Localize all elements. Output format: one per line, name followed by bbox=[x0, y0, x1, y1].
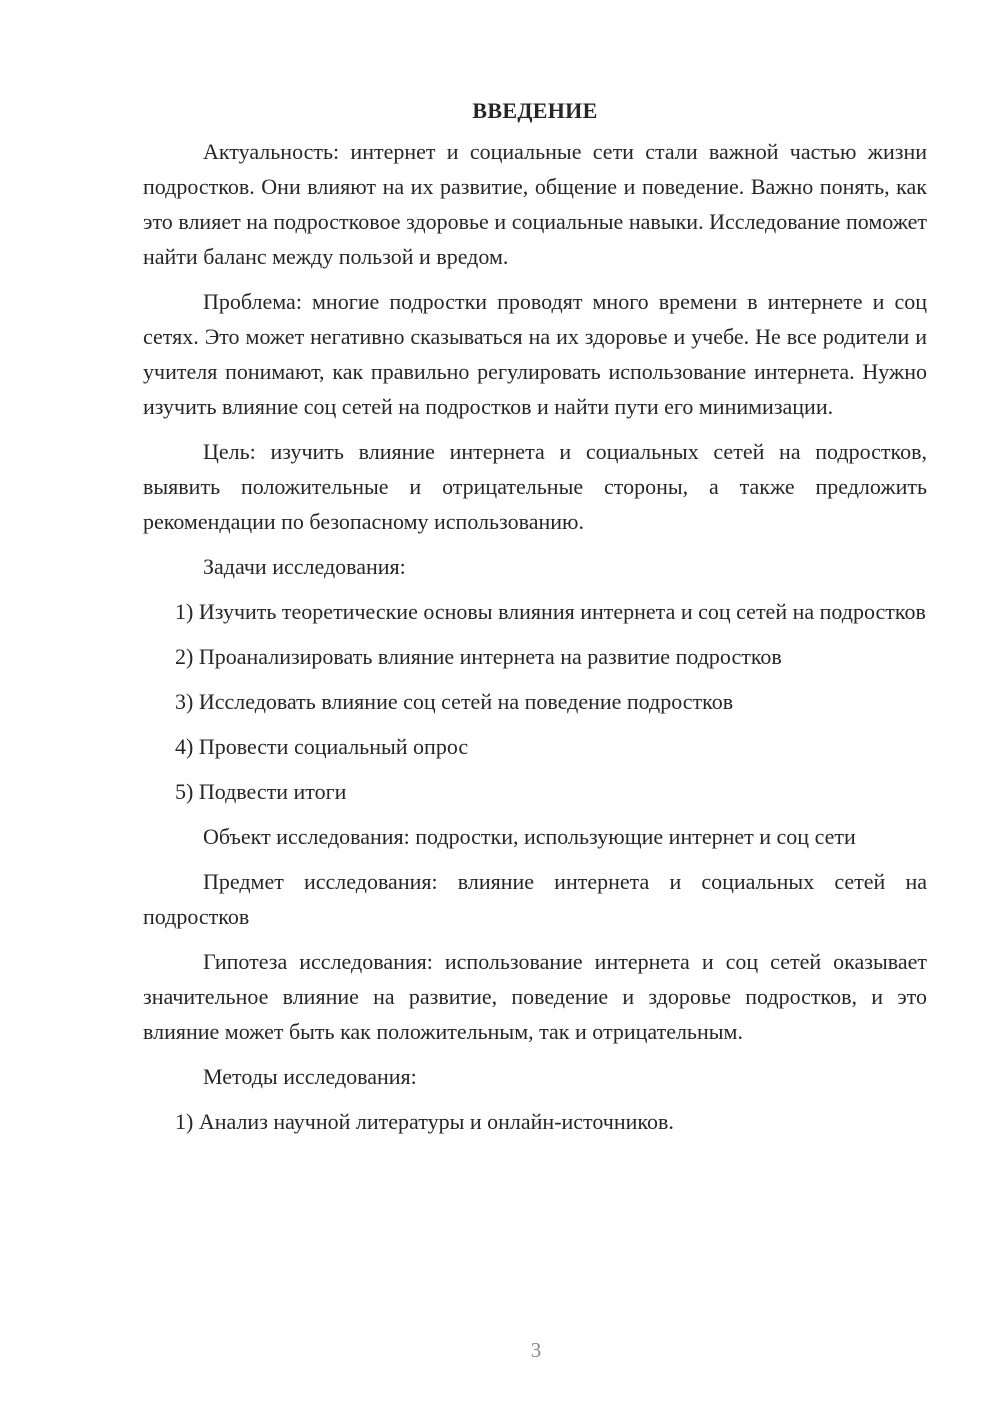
document-body bbox=[143, 93, 927, 1149]
task-item: 1) Изучить теоретические основы влияния интернета и соц сетей на подростков bbox=[175, 599, 926, 624]
methods-heading: Методы исследования: bbox=[203, 1064, 417, 1089]
task-item: 5) Подвести итоги bbox=[175, 779, 347, 804]
method-item: 1) Анализ научной литературы и онлайн-источников. bbox=[175, 1109, 674, 1134]
task-item: 2) Проанализировать влияние интернета на развитие подростков bbox=[175, 644, 782, 669]
goal-paragraph: Цель: изучить влияние интернета и социальных сетей на подростков, выявить положительные и отрицательные стороны, а также предложить рекомендации по безопасному использованию. bbox=[143, 439, 927, 534]
subject-paragraph: Предмет исследования: влияние интернета и социальных сетей на подростков bbox=[143, 869, 927, 929]
relevance-paragraph: Актуальность: интернет и социальные сети стали важной частью жизни подростков. Они влияют на их развитие, общение и поведение. Важно понять, как это влияет на подростковое здоровье и социальные навыки. Исследование поможет найти баланс между пользой и вредом. bbox=[143, 139, 927, 269]
task-item: 4) Провести социальный опрос bbox=[175, 734, 469, 759]
page-number: 3 bbox=[530, 1338, 542, 1362]
object-paragraph: Объект исследования: подростки, использующие интернет и соц сети bbox=[203, 824, 856, 849]
task-item: 3) Исследовать влияние соц сетей на поведение подростков bbox=[175, 689, 734, 714]
page-title: ВВЕДЕНИЕ bbox=[472, 98, 598, 123]
problem-paragraph: Проблема: многие подростки проводят много времени в интернете и соц сетях. Это может негативно сказываться на их здоровье и учебе. Не все родители и учителя понимают, как правильно регулировать использование интернета. Нужно изучить влияние соц сетей на подростков и найти пути его минимизации. bbox=[143, 289, 927, 419]
hypothesis-paragraph: Гипотеза исследования: использование интернета и соц сетей оказывает значительное влияние на развитие, поведение и здоровье подростков, и это влияние может быть как положительным, так и отрицательным. bbox=[143, 949, 927, 1044]
tasks-heading: Задачи исследования: bbox=[203, 554, 406, 579]
